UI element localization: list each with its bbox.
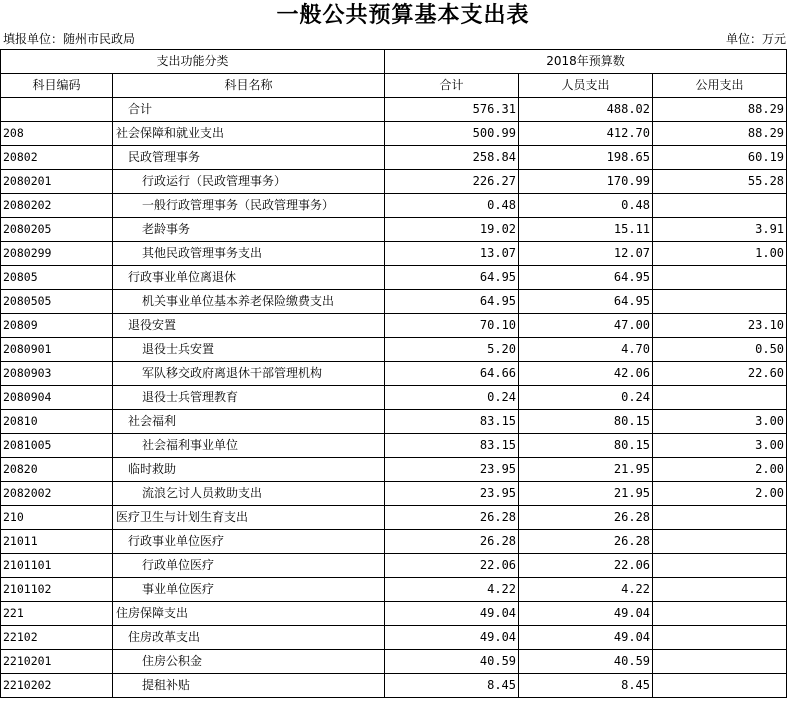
- row-name-cell: 临时救助: [113, 458, 385, 482]
- row-total-cell: 5.20: [385, 338, 519, 362]
- row-code-cell: 20810: [1, 410, 113, 434]
- row-personnel-cell: 26.28: [519, 530, 653, 554]
- row-name-cell: 退役安置: [113, 314, 385, 338]
- row-public-cell: 88.29: [653, 122, 787, 146]
- row-public-cell: 1.00: [653, 242, 787, 266]
- table-row: [1, 194, 787, 218]
- row-public-cell: [653, 578, 787, 602]
- row-public-cell: [653, 290, 787, 314]
- row-public-cell: 22.60: [653, 362, 787, 386]
- row-name-cell: 一般行政管理事务（民政管理事务）: [113, 194, 385, 218]
- row-personnel-cell: 488.02: [519, 98, 653, 122]
- row-personnel-cell: 40.59: [519, 650, 653, 674]
- table-row: [1, 98, 787, 122]
- table-row: [1, 314, 787, 338]
- budget-table: [0, 49, 787, 698]
- row-code-cell: 2101101: [1, 554, 113, 578]
- row-public-cell: 3.00: [653, 434, 787, 458]
- row-personnel-cell: 412.70: [519, 122, 653, 146]
- row-code-cell: 2080202: [1, 194, 113, 218]
- row-name-cell: 行政运行（民政管理事务）: [113, 170, 385, 194]
- row-name-cell: 住房改革支出: [113, 626, 385, 650]
- row-personnel-cell: 21.95: [519, 482, 653, 506]
- row-code-cell: 2210201: [1, 650, 113, 674]
- row-code-cell: 221: [1, 602, 113, 626]
- row-code-cell: 210: [1, 506, 113, 530]
- fill-unit-label: 填报单位：随州市民政局: [3, 32, 136, 46]
- header-personnel: 人员支出: [519, 74, 653, 98]
- row-code-cell: 22102: [1, 626, 113, 650]
- row-code-cell: 2210202: [1, 674, 113, 698]
- row-total-cell: 26.28: [385, 530, 519, 554]
- row-total-cell: 0.24: [385, 386, 519, 410]
- row-public-cell: 0.50: [653, 338, 787, 362]
- row-name-cell: 流浪乞讨人员救助支出: [113, 482, 385, 506]
- table-row: [1, 434, 787, 458]
- row-total-cell: 64.95: [385, 266, 519, 290]
- row-name-cell: 退役士兵安置: [113, 338, 385, 362]
- row-code-cell: 2080904: [1, 386, 113, 410]
- row-public-cell: [653, 674, 787, 698]
- table-row: [1, 602, 787, 626]
- table-row: [1, 626, 787, 650]
- row-name-cell: 住房保障支出: [113, 602, 385, 626]
- row-personnel-cell: 4.22: [519, 578, 653, 602]
- header-public: 公用支出: [653, 74, 787, 98]
- row-personnel-cell: 21.95: [519, 458, 653, 482]
- row-name-cell: 社会福利事业单位: [113, 434, 385, 458]
- row-name-cell: 行政事业单位医疗: [113, 530, 385, 554]
- row-total-cell: 0.48: [385, 194, 519, 218]
- row-personnel-cell: 0.24: [519, 386, 653, 410]
- row-code-cell: 208: [1, 122, 113, 146]
- row-public-cell: [653, 554, 787, 578]
- header-row-1: [1, 50, 787, 74]
- row-name-cell: 社会福利: [113, 410, 385, 434]
- row-personnel-cell: 26.28: [519, 506, 653, 530]
- row-total-cell: 13.07: [385, 242, 519, 266]
- row-total-cell: 49.04: [385, 626, 519, 650]
- row-personnel-cell: 15.11: [519, 218, 653, 242]
- table-row: [1, 530, 787, 554]
- row-code-cell: 2080903: [1, 362, 113, 386]
- row-public-cell: 88.29: [653, 98, 787, 122]
- row-public-cell: [653, 530, 787, 554]
- table-row: [1, 362, 787, 386]
- row-code-cell: 20809: [1, 314, 113, 338]
- row-public-cell: 3.91: [653, 218, 787, 242]
- row-personnel-cell: 80.15: [519, 434, 653, 458]
- table-row: [1, 338, 787, 362]
- row-total-cell: 83.15: [385, 434, 519, 458]
- row-name-cell: 住房公积金: [113, 650, 385, 674]
- row-personnel-cell: 198.65: [519, 146, 653, 170]
- row-name-cell: 合计: [113, 98, 385, 122]
- row-personnel-cell: 49.04: [519, 602, 653, 626]
- table-row: [1, 410, 787, 434]
- row-total-cell: 70.10: [385, 314, 519, 338]
- row-personnel-cell: 42.06: [519, 362, 653, 386]
- header-code: 科目编码: [1, 74, 113, 98]
- row-code-cell: 2101102: [1, 578, 113, 602]
- row-code-cell: 2080201: [1, 170, 113, 194]
- row-code-cell: 2081005: [1, 434, 113, 458]
- table-row: [1, 170, 787, 194]
- row-public-cell: [653, 266, 787, 290]
- row-code-cell: 2082002: [1, 482, 113, 506]
- header-name: 科目名称: [113, 74, 385, 98]
- row-public-cell: 2.00: [653, 482, 787, 506]
- row-code-cell: [1, 98, 113, 122]
- row-public-cell: 23.10: [653, 314, 787, 338]
- header-category: 支出功能分类: [1, 50, 385, 74]
- table-row: [1, 482, 787, 506]
- row-total-cell: 64.66: [385, 362, 519, 386]
- table-row: [1, 650, 787, 674]
- row-total-cell: 22.06: [385, 554, 519, 578]
- table-row: [1, 578, 787, 602]
- row-name-cell: 机关事业单位基本养老保险缴费支出: [113, 290, 385, 314]
- row-public-cell: 2.00: [653, 458, 787, 482]
- row-total-cell: 8.45: [385, 674, 519, 698]
- row-total-cell: 4.22: [385, 578, 519, 602]
- row-code-cell: 20805: [1, 266, 113, 290]
- row-name-cell: 社会保障和就业支出: [113, 122, 385, 146]
- row-name-cell: 其他民政管理事务支出: [113, 242, 385, 266]
- row-name-cell: 提租补贴: [113, 674, 385, 698]
- row-personnel-cell: 22.06: [519, 554, 653, 578]
- row-code-cell: 20820: [1, 458, 113, 482]
- header-row-2: [1, 74, 787, 98]
- row-total-cell: 19.02: [385, 218, 519, 242]
- table-row: [1, 554, 787, 578]
- row-total-cell: 23.95: [385, 482, 519, 506]
- row-total-cell: 23.95: [385, 458, 519, 482]
- row-name-cell: 行政单位医疗: [113, 554, 385, 578]
- row-public-cell: [653, 650, 787, 674]
- table-row: [1, 266, 787, 290]
- table-row: [1, 506, 787, 530]
- row-public-cell: [653, 194, 787, 218]
- row-personnel-cell: 0.48: [519, 194, 653, 218]
- row-personnel-cell: 49.04: [519, 626, 653, 650]
- table-row: [1, 218, 787, 242]
- row-personnel-cell: 64.95: [519, 266, 653, 290]
- row-name-cell: 退役士兵管理教育: [113, 386, 385, 410]
- row-total-cell: 64.95: [385, 290, 519, 314]
- row-total-cell: 258.84: [385, 146, 519, 170]
- row-public-cell: [653, 626, 787, 650]
- row-personnel-cell: 170.99: [519, 170, 653, 194]
- table-row: [1, 290, 787, 314]
- row-total-cell: 226.27: [385, 170, 519, 194]
- row-public-cell: 55.28: [653, 170, 787, 194]
- header-year-budget: 2018年预算数: [385, 50, 787, 74]
- table-row: [1, 458, 787, 482]
- row-code-cell: 20802: [1, 146, 113, 170]
- header-total: 合计: [385, 74, 519, 98]
- row-code-cell: 2080505: [1, 290, 113, 314]
- row-total-cell: 49.04: [385, 602, 519, 626]
- row-personnel-cell: 8.45: [519, 674, 653, 698]
- row-personnel-cell: 80.15: [519, 410, 653, 434]
- row-total-cell: 500.99: [385, 122, 519, 146]
- table-row: [1, 146, 787, 170]
- row-personnel-cell: 47.00: [519, 314, 653, 338]
- row-code-cell: 21011: [1, 530, 113, 554]
- row-public-cell: [653, 602, 787, 626]
- row-total-cell: 83.15: [385, 410, 519, 434]
- row-name-cell: 老龄事务: [113, 218, 385, 242]
- table-row: [1, 674, 787, 698]
- row-public-cell: [653, 386, 787, 410]
- row-name-cell: 民政管理事务: [113, 146, 385, 170]
- row-name-cell: 军队移交政府离退休干部管理机构: [113, 362, 385, 386]
- row-total-cell: 40.59: [385, 650, 519, 674]
- table-row: [1, 122, 787, 146]
- row-code-cell: 2080299: [1, 242, 113, 266]
- row-personnel-cell: 64.95: [519, 290, 653, 314]
- row-name-cell: 医疗卫生与计划生育支出: [113, 506, 385, 530]
- table-row: [1, 242, 787, 266]
- unit-label: 单位：万元: [725, 32, 786, 46]
- page-title: 一般公共预算基本支出表: [276, 2, 530, 28]
- row-name-cell: 事业单位医疗: [113, 578, 385, 602]
- row-name-cell: 行政事业单位离退休: [113, 266, 385, 290]
- row-personnel-cell: 12.07: [519, 242, 653, 266]
- row-personnel-cell: 4.70: [519, 338, 653, 362]
- row-code-cell: 2080205: [1, 218, 113, 242]
- row-total-cell: 576.31: [385, 98, 519, 122]
- row-public-cell: [653, 506, 787, 530]
- row-code-cell: 2080901: [1, 338, 113, 362]
- row-public-cell: 60.19: [653, 146, 787, 170]
- table-row: [1, 386, 787, 410]
- row-total-cell: 26.28: [385, 506, 519, 530]
- row-public-cell: 3.00: [653, 410, 787, 434]
